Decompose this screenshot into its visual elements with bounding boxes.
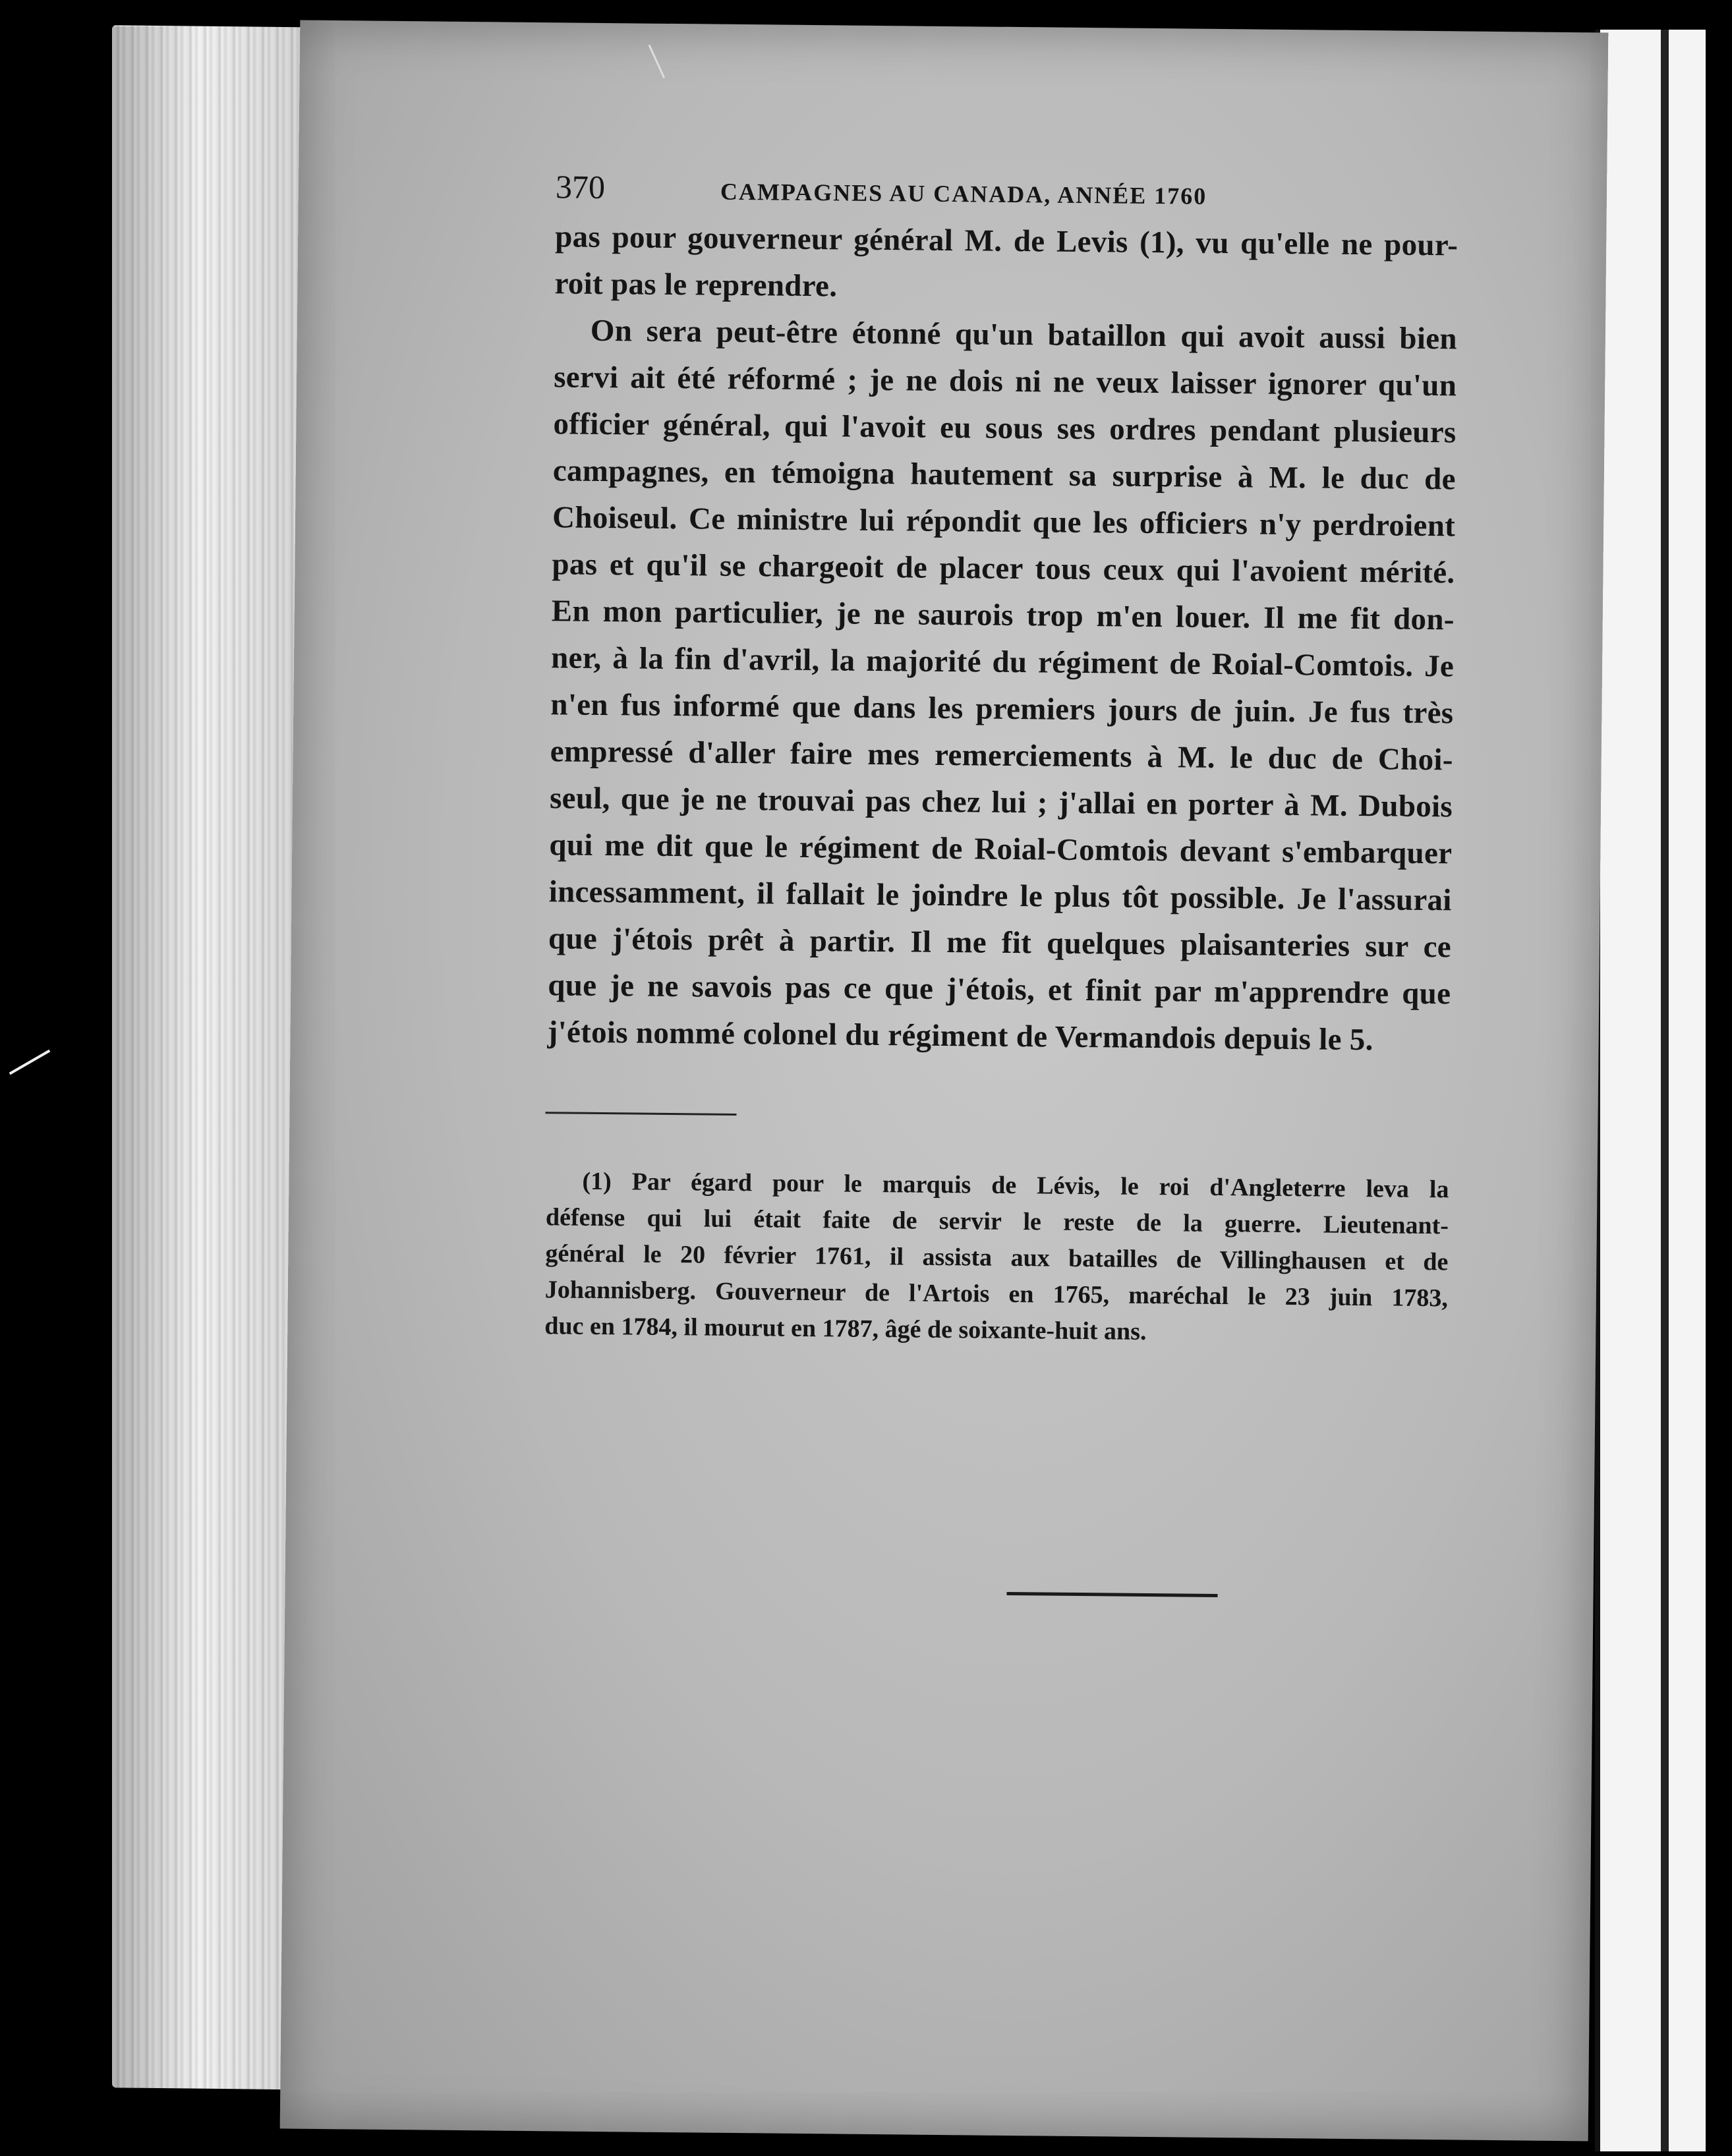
page-number: 370 <box>555 168 606 206</box>
body-line: servi ait été réformé ; je ne dois ni ne veux laisser ignorer qu'un <box>553 360 1457 403</box>
body-line: qui me dit que le régiment de Roial-Comtois devant s'embarquer <box>549 828 1453 871</box>
text-block <box>544 167 1458 1353</box>
body-line: roit pas le reprendre. <box>554 266 838 304</box>
body-line: campagnes, en témoigna hautement sa surprise à M. le duc de <box>552 453 1457 497</box>
body-line: seul, que je ne trouvai pas chez lui ; j'allai en porter à M. Dubois <box>549 781 1453 824</box>
body-line: que j'étois prêt à partir. Il me fit quelques plaisanteries sur ce <box>548 921 1452 965</box>
footnote-line: (1) Par égard pour le marquis de Lévis, le roi d'Angleterre leva la <box>582 1167 1449 1204</box>
footnote-line: duc en 1784, il mourut en 1787, âgé de soixante-huit ans. <box>544 1312 1147 1346</box>
footnote-separator <box>545 1112 736 1116</box>
footnote-line: général le 20 février 1761, il assista aux batailles de Villinghausen et de <box>545 1239 1449 1276</box>
body-line: pas et qu'il se chargeoit de placer tous ceux qui l'avoient mérité. <box>552 547 1455 590</box>
facing-page-strip <box>1595 30 1706 2151</box>
printed-page <box>280 20 1609 2142</box>
body-line: officier général, qui l'avoit eu sous ses ordres pendant plusieurs <box>553 407 1457 450</box>
body-line: Choiseul. Ce ministre lui répondit que les officiers n'y perdroient <box>552 500 1456 544</box>
body-line: ner, à la fin d'avril, la majorité du régiment de Roial-Comtois. Je <box>550 640 1455 684</box>
body-text <box>547 213 1458 1064</box>
scan-scratch <box>649 45 665 78</box>
running-head: CAMPAGNES AU CANADA, ANNÉE 1760 <box>720 178 1207 210</box>
binding-gutter <box>1661 30 1669 2151</box>
body-line: pas pour gouverneur général M. de Levis (1), vu qu'elle ne pour- <box>555 219 1458 263</box>
body-line: n'en fus informé que dans les premiers jours de juin. Je fus très <box>550 687 1454 731</box>
margin-mark <box>9 1050 51 1075</box>
body-line: En mon particulier, je ne saurois trop m'en louer. Il me fit don- <box>551 594 1455 637</box>
body-line: On sera peut-être étonné qu'un bataillon qui avoit aussi bien <box>590 313 1458 356</box>
page-header <box>556 167 1459 222</box>
footnote-line: défense qui lui était faite de servir le reste de la guerre. Lieutenant- <box>545 1203 1449 1240</box>
footnote-line: Johannisberg. Gouverneur de l'Artois en 1765, maréchal le 23 juin 1783, <box>544 1276 1449 1313</box>
body-line: incessamment, il fallait le joindre le plus tôt possible. Je l'assurai <box>548 874 1452 918</box>
chapter-end-rule <box>1007 1592 1218 1597</box>
body-line: j'étois nommé colonel du régiment de Vermandois depuis le 5. <box>547 1015 1373 1058</box>
footnote <box>544 1163 1449 1353</box>
body-line: que je ne savois pas ce que j'étois, et finit par m'apprendre que <box>548 968 1451 1011</box>
body-line: empressé d'aller faire mes remerciements à M. le duc de Choi- <box>550 734 1453 778</box>
